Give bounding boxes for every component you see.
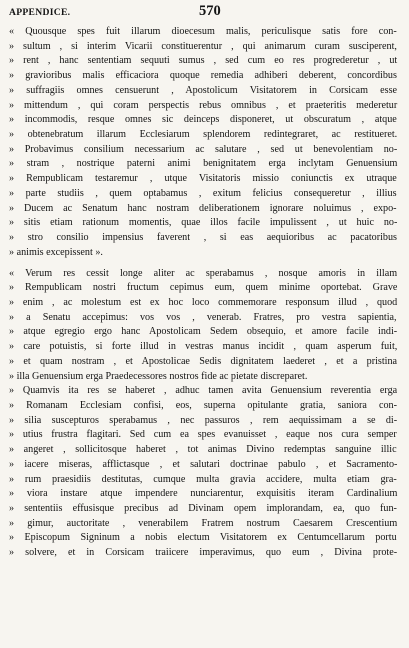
text-line: » viora instare atque impendere nunciarentur, exquisitis iteram Cardinalium (9, 488, 398, 500)
text-line: » mittendum , qui coram perspectis rebus omnibus , et praeteritis mederetur (9, 99, 398, 111)
text-line: » gimur, auctoritate , venerabilem Fratrem nostrum Caesarem Crescentium (9, 517, 398, 529)
text-line: « Quousque spes fuit illarum dioecesum malis, periculisque satis fore con- (9, 26, 397, 37)
text-line: » Episcopum Signinum a nobis electum Visitatorem ex Centumcellarum portu (9, 532, 397, 544)
text-line: » a Senatu accepimus: vos vos , venerab. Fratres, pro vestra sapientia, (9, 311, 397, 323)
text-line: » Rempublicam nostri fructum cepimus eum, quem minime oportebat. Grave (9, 282, 398, 294)
paragraph-2 (9, 267, 398, 561)
text-line: » solvere, et in Corsicam traiicere imperavimus, quo eum , Divina prote- (9, 547, 398, 559)
text-line: » sententiis effusisque precibus ad Divinam opem implorandam, ea, quo fun- (9, 503, 397, 514)
section-title: APPENDICE. (9, 7, 71, 18)
text-line: » Quamvis ita res se haberet , adhuc tamen avita Genuensium reverentia erga (9, 385, 398, 397)
text-line: » sitis etiam rationum momentis, quae illos facile impulissent , ut huic no- (9, 217, 398, 229)
text-line: » incommodis, resque omnes sic deinceps disponeret, ut obscuratum , atque (9, 114, 397, 126)
text-line: » gravioribus malis efficaciora quoque remedia adhiberi deberent, concordibus (9, 70, 397, 82)
text-line: » silia suscepturos sperabamus , nec passuros , rem aequissimam a se di- (9, 414, 398, 426)
text-line: » animis excepissent ». (9, 246, 103, 258)
text-line: » parte studiis , quem optabamus , exitum felicius consequeretur , illius (9, 187, 397, 199)
text-line: » enim , ac molestum est ex hoc loco commemorare responsum illud , quod (9, 296, 398, 308)
body-text (9, 25, 398, 561)
text-line: » et quam nostram , et Apostolicae Sedis dignitatem laederet , et a pristina (9, 355, 398, 367)
text-line: » iacere miseras, afflictasque , et salutari doctrinae pabulo , et Sacramento- (9, 458, 398, 470)
text-line: » stro consilio impensius faverent , si eas aequioribus ac pacatoribus (9, 232, 397, 244)
text-line: » Probavimus consilium necessarium ac salutare , sed ut benevolentiam no- (9, 143, 398, 155)
text-line: » rum praesidiis destitutas, cumque multa gravia accidere, multa etiam gra- (9, 473, 397, 485)
running-header (9, 2, 398, 24)
text-line: » utius frustra flagitari. Sed cum ea spes evanuisset , eaque nos cura semper (9, 429, 397, 441)
text-line: » angeret , sollicitosque haberet , tot animas Divino redemptas sanguine illic (9, 444, 397, 456)
text-line: » Ducem ac Senatum hanc nostram deliberationem ignorare noluimus , expo- (9, 202, 397, 214)
text-line: « Verum res cessit longe aliter ac sperabamus , nosque amoris in illam (9, 267, 398, 279)
text-line: » care potuistis, si forte illud in vestras manus incidit , quam asperum fuit, (9, 341, 398, 353)
text-line: » obtenebratum illarum Ecclesiarum splendorem redintegraret, ac restitueret. (9, 129, 398, 141)
paragraph-1 (9, 25, 398, 261)
text-line: » rent , hanc sententiam sequuti sumus , sed cum eo res progrederetur , ut (9, 55, 398, 67)
text-line: » atque egregio ergo hanc Apostolicam Sedem obsequio, et amore facile indi- (9, 326, 398, 338)
text-line: » illa Genuensium erga Praedecessores nostros fide ac pietate discreparet. (9, 370, 308, 382)
page-number: 570 (199, 3, 221, 19)
text-line: » suffragiis omnes censuerunt , Apostolicum Visitatorem in Corsicam esse (9, 84, 398, 96)
text-line: » Rempublicam testaremur , utque Visitatoris missio coniunctis ex utraque (9, 173, 397, 185)
text-line: » sultum , si interim Vicarii constituerentur , qui animarum curam susciperent, (9, 40, 397, 52)
text-line: » stram , nostrique paterni animi benignitatem erga inclytam Genuensium (9, 158, 398, 170)
text-line: » Romanam Ecclesiam confisi, eos, superna opitulante gratia, saniora con- (9, 399, 397, 411)
